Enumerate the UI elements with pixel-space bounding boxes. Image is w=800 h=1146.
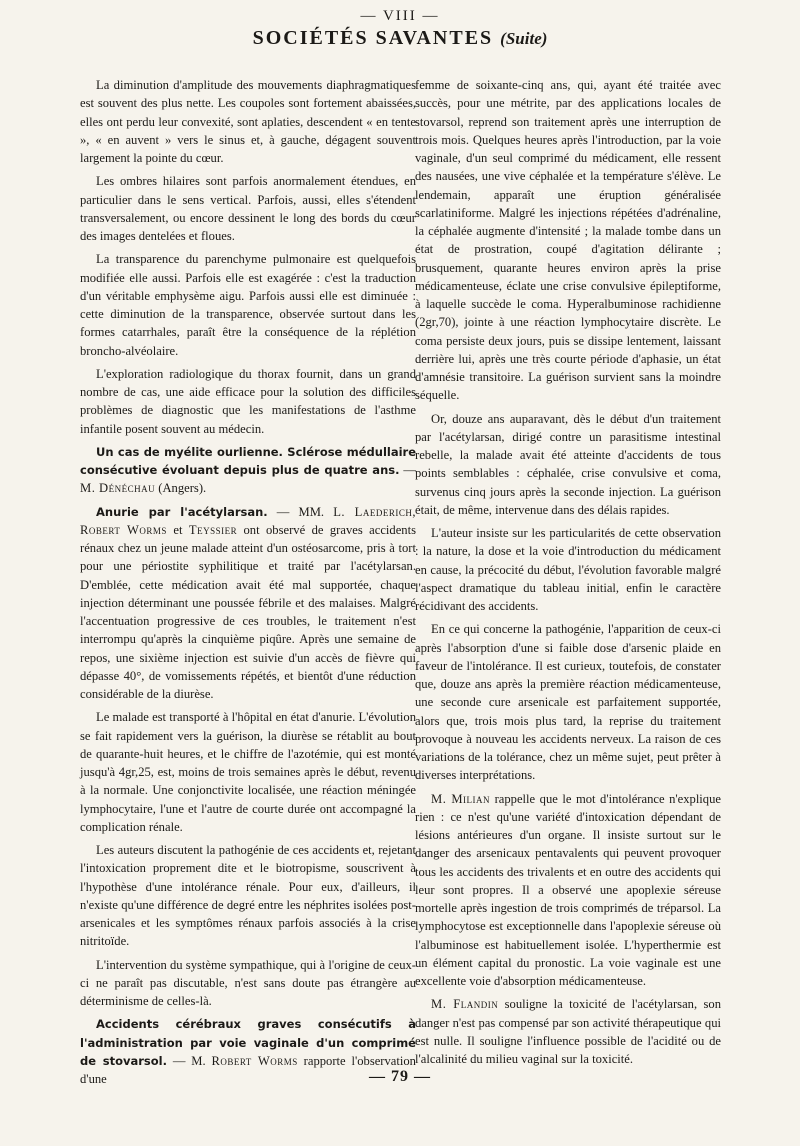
dash: — M. xyxy=(172,1053,206,1068)
conjunction: et xyxy=(173,522,183,537)
discussion-text: rappelle que le mot d'intolérance n'explique rien : ce n'est qu'une variété d'intoxication dépendant de lésions antérieures d'un organe. Il insiste surtout sur le danger des arsenicaux pentavalents qui peuvent provoquer tous les accidents des trivalents et en outre des accidents qui leur sont propres. Il a observé une apoplexie séreuse mortelle après ingestion de trois comprimés de tréparsol. La lymphocytose est exceptionnelle dans l'apoplexie séreuse où l'albuminose est habituellement isolée. L'hyperthermie est un élément capital du pronostic. La voie vaginale est une excellente voie d'absorption médicamenteuse. xyxy=(415,791,721,988)
communication-text: rapporte l'observation d'une xyxy=(80,1053,416,1086)
communication-heading: Un cas de myélite ourlienne. Sclérose médullaire consécutive évoluant depuis plus de quatre ans. xyxy=(80,444,416,477)
section-title-suffix: (Suite) xyxy=(500,29,548,48)
paragraph: L'intervention du système sympathique, qui à l'origine de ceux-ci ne paraît pas discutable, n'est sans doute pas étrangère au déterminisme de celles-là. xyxy=(80,957,416,1008)
discussion-milian xyxy=(415,790,721,991)
author-name: M. Milian xyxy=(431,791,491,806)
paragraph: Or, douze ans auparavant, dès le début d'un traitement par l'acétylarsan, dirigé contre un parasitisme intestinal rebelle, la malade avait été atteinte d'accidents de tous points semblables : céphalée, crise convulsive et coma, survenus cinq jours après la seconde injection. La guérison était, de même, intervenue dans des délais rapides. xyxy=(415,411,721,517)
paragraph: En ce qui concerne la pathogénie, l'apparition de ceux-ci après l'absorption d'une si faible dose d'arsenic plaide en faveur de l'intolérance. Il est curieux, toutefois, de constater que, douze ans après la première réaction médicamenteuse, une seconde cure arsenicale est parfaitement supportée, alors que, trois mois plus tard, la reprise du traitement provoque à nouveau les accidents nerveux. La raison de ces variations de la tolérance, chez un même sujet, peut prêter à diverses interprétations. xyxy=(415,622,721,783)
roman-page-number: — VIII — xyxy=(360,8,440,24)
communication-anurie xyxy=(80,503,416,704)
section-title xyxy=(0,27,800,50)
author-name: Robert Worms xyxy=(211,1053,298,1068)
communication-heading: Anurie par l'acétylarsan. xyxy=(96,504,268,519)
paragraph: Les ombres hilaires sont parfois anormalement étendues, en particulier dans le sens vertical. Parfois, aussi, elles s'étendent transversalement, ou encore dessinent le long des bords du cœur des images dentelées et floues. xyxy=(80,174,416,243)
paragraph: L'auteur insiste sur les particularités de cette observation : la nature, la dose et la voie d'introduction du médicament en cause, la précocité du début, l'évolution favorable malgré l'aspect dramatique du tableau initial, enfin le caractère récidivant des accidents. xyxy=(415,526,721,613)
dash: — MM. xyxy=(276,504,325,519)
discussion-text: souligne la toxicité de l'acétylarsan, son danger n'est pas compensé par son activité thérapeutique qui est nulle. Il souligne l'influence possible de l'acidité ou de l'alcalinité du milieu vaginal sur la toxicité. xyxy=(415,997,721,1066)
paragraph: Les auteurs discutent la pathogénie de ces accidents et, rejetant l'intoxication proprement dite et le biotropisme, souscrivent à l'hypothèse d'une intolérance rénale. Pour eux, d'ailleurs, il n'existe qu'une différence de degré entre les néphrites isolées post-arsenicales et les symptômes rénaux parfois associés à la crise nitritoïde. xyxy=(80,843,416,949)
page-header xyxy=(0,8,800,50)
dash: — xyxy=(403,463,416,477)
author-name: Teyssier xyxy=(188,522,238,537)
author-place: (Angers). xyxy=(158,481,207,496)
communication-heading: Accidents cérébraux graves consécutifs à l'administration par voie vaginale d'un comprimé de stovarsol. xyxy=(80,1017,416,1068)
paragraph: Le malade est transporté à l'hôpital en état d'anurie. L'évolution se fait rapidement vers la guérison, la diurèse se rétablit au bout de quarante-huit heures, et le chiffre de l'azotémie, qui est monté jusqu'à 4gr,25, est, moins de trois semaines après le début, revenu à la normale. Une conjonctivite localisée, une réaction méningée lymphocytaire, l'une et l'autre de courte durée ont accompagné la complication rénale. xyxy=(80,710,416,834)
author-name: L. Laederich, Robert Worms xyxy=(80,504,416,537)
page-number-footer: — 79 — xyxy=(369,1068,431,1085)
communication-text: ont observé de graves accidents rénaux chez un jeune malade atteint d'un ostéosarcome, pris à tort pour une périostite syphilitique et traité par l'acétylarsan. D'emblée, cette médication avait été mal supportée, chaque injection déterminant une poussée fébrile et des malaises. Malgré l'accentuation progressive de ces troubles, le traitement n'est interrompu qu'après la cinquième piqûre. Après une semaine de repos, une sixième injection est suivie d'un accès de fièvre qui dépasse 40°, de vomissements répétés, et bientôt d'une réduction considérable de la diurèse. xyxy=(80,522,416,701)
section-title-text: SOCIÉTÉS SAVANTES xyxy=(252,27,494,49)
paragraph: La transparence du parenchyme pulmonaire est quelquefois modifiée elle aussi. Parfois elle est exagérée : c'est la traduction d'un véritable emphysème aigu. Parfois aussi elle est diminuée : cette diminution de la transparence, observée surtout dans les formes catarrhales, paraît être la conséquence de la réplétion broncho-alvéolaire. xyxy=(80,252,416,358)
author-name: M. Dénéchau xyxy=(80,481,156,496)
right-column xyxy=(415,76,721,1073)
left-column xyxy=(80,76,416,1093)
discussion-flandin xyxy=(415,995,721,1068)
paragraph: La diminution d'amplitude des mouvements diaphragmatiques est souvent des plus nette. Les coupoles sont fortement abaissées, elles ont perdu leur convexité, sont aplaties, descendent « en tente », « en auvent » vers le sinus et, à gauche, dégagent souvent largement la pointe du cœur. xyxy=(80,78,416,165)
communication-myelite xyxy=(80,443,416,498)
paragraph: femme de soixante-cinq ans, qui, ayant été traitée avec succès, pour une métrite, par des applications locales de stovarsol, reprend son traitement après une interruption de trois mois. Quelques heures après l'introduction, par la voie vaginale, d'un seul comprimé du médicament, elle ressent des nausées, une vive céphalée et la température s'élève. Le lendemain, apparaît une éruption généralisée scarlatiniforme. Malgré les injections répétées d'adrénaline, la céphalée augmente d'intensité ; la malade tombe dans un état de prostration, coupé d'agitation délirante ; brusquement, quarante heures environ après la prise médicamenteuse, éclate une crise convulsive épileptiforme, à laquelle succède le coma. Hyperalbuminose rachidienne (2gr,70), jointe à une réaction lymphocytaire discrète. Le coma persiste deux jours, puis se dissipe lentement, laissant derrière lui, après une très courte période d'aphasie, un état d'amnésie transitoire. La guérison survient sans la moindre séquelle. xyxy=(415,78,721,403)
author-name: M. Flandin xyxy=(431,997,499,1012)
paragraph: L'exploration radiologique du thorax fournit, dans un grand nombre de cas, une aide efficace pour la solution des difficiles problèmes de diagnostic que les manifestations de l'asthme infantile posent souvent au médecin. xyxy=(80,366,416,436)
